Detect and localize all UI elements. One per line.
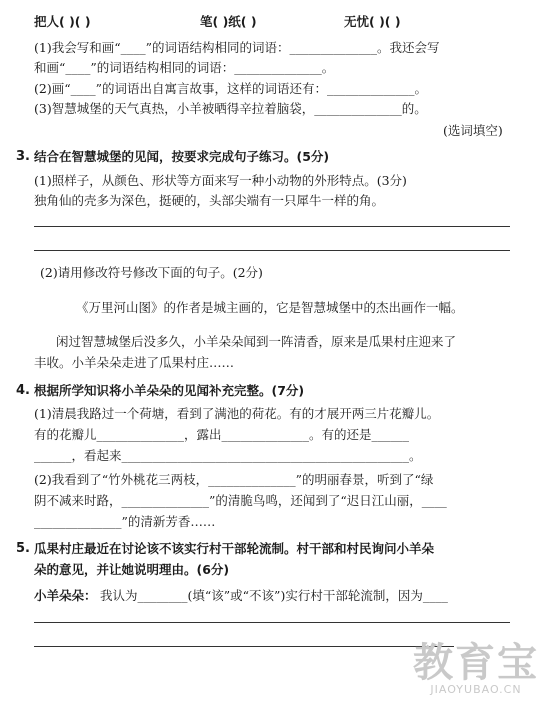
top-item-1: 把人( )( ) bbox=[34, 14, 91, 29]
answer-line[interactable] bbox=[34, 622, 510, 623]
top-item-3: 无忧( )( ) bbox=[344, 14, 401, 29]
story-para-line2: 丰收。小羊朵朵走进了瓜果村庄…… bbox=[34, 355, 235, 370]
q3-sub2: (2)请用修改符号修改下面的句子。(2分) bbox=[40, 265, 263, 280]
q4-number: 4. bbox=[16, 383, 30, 398]
watermark-brand: 教育宝 bbox=[413, 640, 539, 686]
q5-title-line1: 瓜果村庄最近在讨论该不该实行村干部轮流制。村干部和村民询问小羊朵 bbox=[34, 541, 435, 556]
q2-note: (选词填空) bbox=[443, 123, 503, 138]
answer-line[interactable] bbox=[34, 250, 510, 251]
q3-sub1: (1)照样子，从颜色、形状等方面来写一种小动物的外形特点。(3分) bbox=[34, 173, 407, 188]
q5-answer-text: 我认为________(填“该”或“不该”)实行村干部轮流制，因为____ bbox=[100, 588, 448, 603]
watermark-url: JIAOYUBAO.CN bbox=[430, 683, 522, 696]
q4-line-6: ______________”的清新芳香…… bbox=[34, 514, 216, 529]
q3-example: 独角仙的壳多为深色，挺硬的，头部尖端有一只犀牛一样的角。 bbox=[34, 193, 385, 208]
story-para-line1: 闲过智慧城堡后没多久，小羊朵朵闻到一阵清香，原来是瓜果村庄迎来了 bbox=[56, 334, 457, 349]
q2-sub3: (3)智慧城堡的天气真热，小羊被晒得辛拉着脑袋，______________的。 bbox=[34, 101, 427, 116]
q2-sub2: (2)画“____”的词语出自寓言故事，这样的词语还有：______________。 bbox=[34, 81, 427, 96]
watermark bbox=[413, 640, 539, 696]
q4-line-2: 有的花瓣儿______________，露出______________。有的还是______ bbox=[34, 427, 410, 442]
top-item-2: 笔( )纸( ) bbox=[200, 14, 257, 29]
q5-number: 5. bbox=[16, 541, 30, 556]
q3-title: 结合在智慧城堡的见闻，按要求完成句子练习。(5分) bbox=[34, 149, 330, 164]
q5-answer-label: 小羊朵朵： bbox=[34, 588, 97, 603]
answer-line[interactable] bbox=[34, 646, 454, 647]
q3-sentence: 《万里河山图》的作者是城主画的，它是智慧城堡中的杰出画作一幅。 bbox=[76, 300, 464, 315]
q4-line-3: ______，看起来______________________________________________。 bbox=[34, 448, 422, 463]
q5-title-line2: 朵的意见，并让她说明理由。(6分) bbox=[34, 562, 230, 577]
q4-line-5: 阴不减来时路，______________”的清脆鸟鸣，还闻到了“迟日江山丽，____ bbox=[34, 493, 447, 508]
q4-line-1: (1)清晨我路过一个荷塘，看到了满池的荷花。有的才展开两三片花瓣儿。 bbox=[34, 406, 440, 421]
q2-sub1-line1: (1)我会写和画“____”的词语结构相同的词语：______________。我还会写 bbox=[34, 40, 440, 55]
answer-line[interactable] bbox=[34, 226, 510, 227]
q4-line-4: (2)我看到了“竹外桃花三两枝，______________”的明丽春景，听到了“绿 bbox=[34, 472, 434, 487]
q4-title: 根据所学知识将小羊朵朵的见闻补充完整。(7分) bbox=[34, 383, 305, 398]
q3-number: 3. bbox=[16, 149, 30, 164]
q2-sub1-line2: 和画“____”的词语结构相同的词语：______________。 bbox=[34, 60, 335, 75]
